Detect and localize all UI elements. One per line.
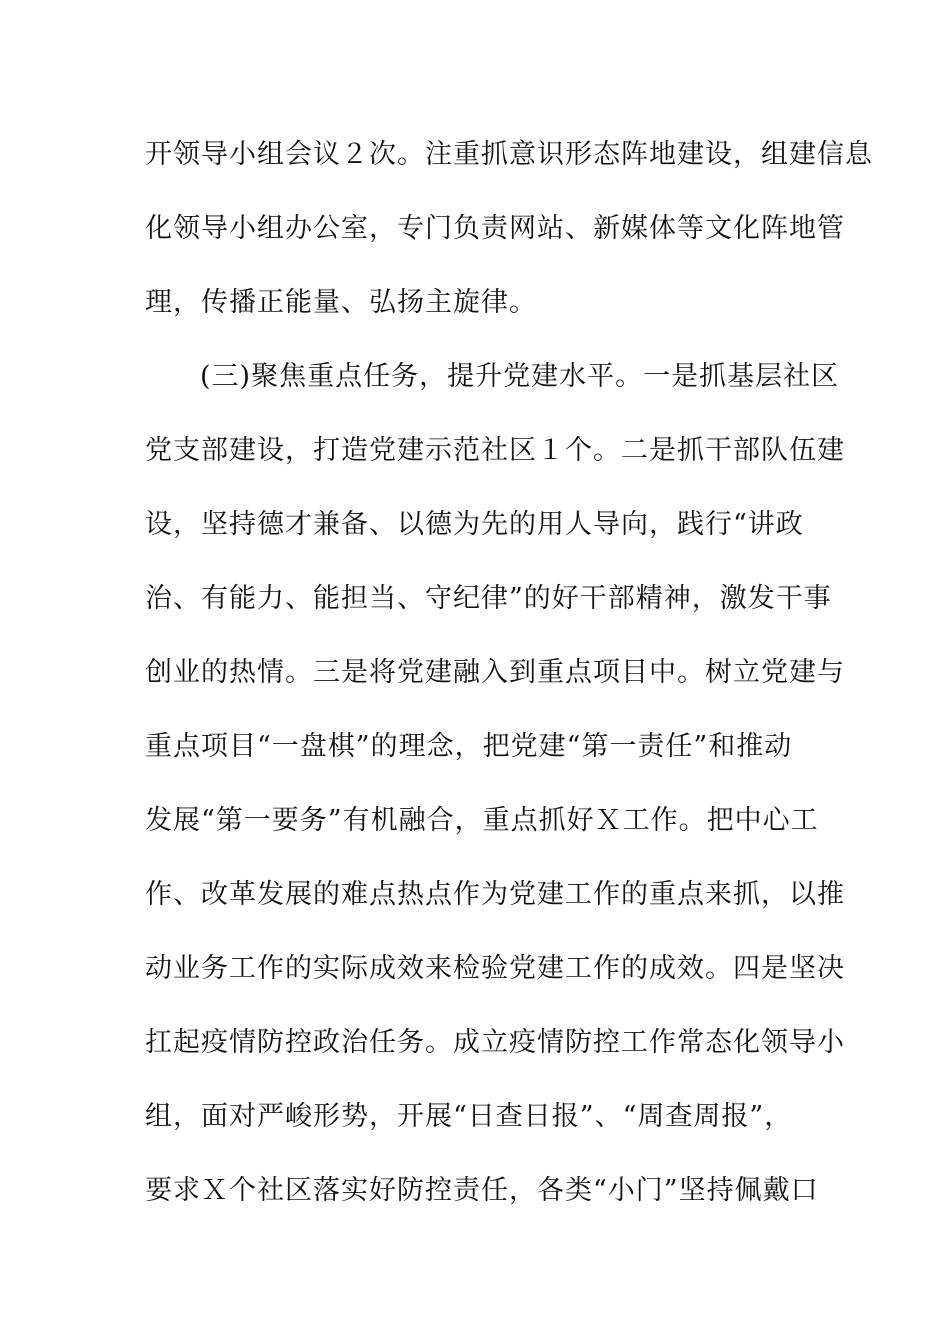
text-line-12: 动业务工作的实际成效来检验党建工作的成效。四是坚决 (145, 953, 845, 984)
text-line-9: 重点项目“一盘棋”的理念，把党建“第一责任”和推动 (145, 731, 793, 762)
text-line-7: 治、有能力、能担当、守纪律”的好干部精神，激发干事 (145, 583, 832, 614)
text-line-4: (三)聚焦重点任务，提升党建水平。一是抓基层社区 (200, 361, 840, 392)
text-line-8: 创业的热情。三是将党建融入到重点项目中。树立党建与 (145, 657, 845, 688)
text-line-11: 作、改革发展的难点热点作为党建工作的重点来抓，以推 (145, 879, 845, 910)
text-line-13: 扛起疫情防控政治任务。成立疫情防控工作常态化领导小 (145, 1027, 845, 1058)
text-line-1: 开领导小组会议２次。注重抓意识形态阵地建设，组建信息 (145, 139, 873, 170)
text-line-2: 化领导小组办公室，专门负责网站、新媒体等文化阵地管 (145, 213, 845, 244)
text-line-6: 设，坚持德才兼备、以德为先的用人导向，践行“讲政 (145, 509, 804, 540)
text-line-14: 组，面对严峻形势，开展“日查日报”、“周查周报”， (145, 1101, 793, 1132)
text-line-10: 发展“第一要务”有机融合，重点抓好Ｘ工作。把中心工 (145, 805, 819, 836)
text-line-15: 要求Ｘ个社区落实好防控责任，各类“小门”坚持佩戴口 (145, 1175, 819, 1206)
text-line-3: 理，传播正能量、弘扬主旋律。 (145, 287, 537, 318)
text-line-5: 党支部建设，打造党建示范社区１个。二是抓干部队伍建 (145, 435, 845, 466)
